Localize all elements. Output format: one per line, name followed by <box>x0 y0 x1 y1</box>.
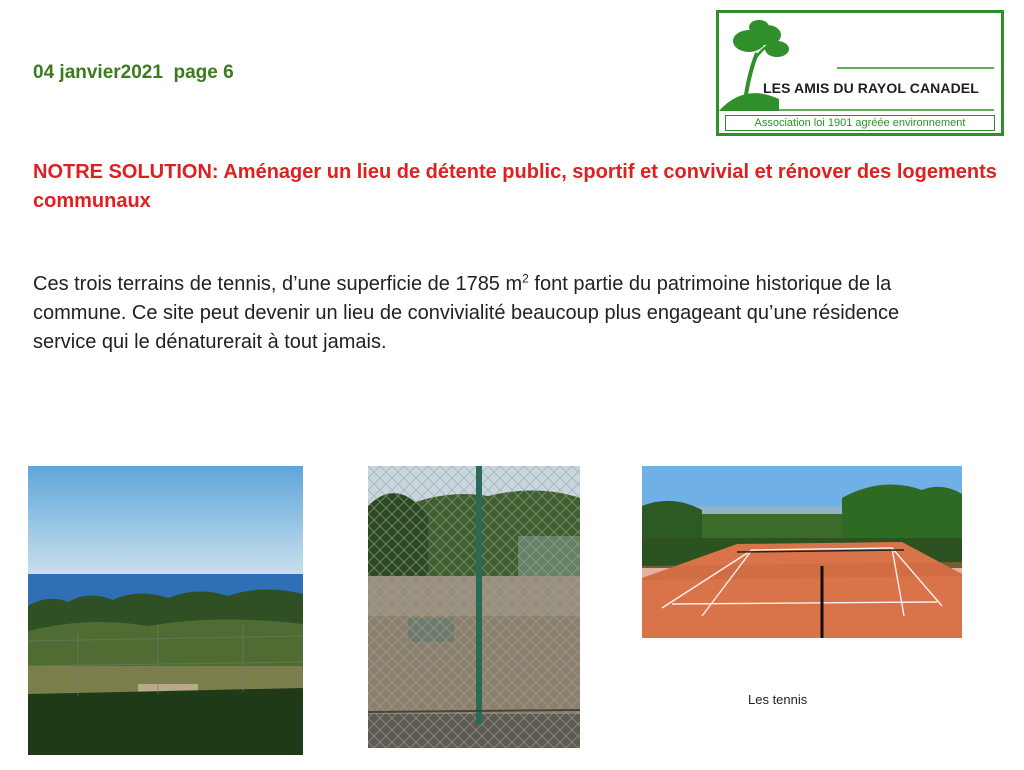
association-logo <box>716 10 1004 136</box>
body-paragraph <box>33 270 953 357</box>
square-meter-superscript: 2 <box>522 271 529 286</box>
photo-clay-court <box>642 466 962 638</box>
body-text-part-2: font partie du patrimoine historique de la commune. Ce site peut devenir un lieu de convivialité beaucoup plus engageant qu’une résidence service qui le dénaturerait à tout jamais. <box>33 273 900 353</box>
logo-tagline: Association loi 1901 agréée environnement <box>725 115 995 131</box>
body-text-part-1: Ces trois terrains de tennis, d’une superficie de 1785 m <box>33 273 523 295</box>
date-page-header: 04 janvier2021 page 6 <box>33 62 234 83</box>
photos-caption: Les tennis <box>748 692 808 707</box>
logo-name: LES AMIS DU RAYOL CANADEL <box>763 80 979 96</box>
photo-abandoned-court <box>368 466 580 748</box>
solution-headline: NOTRE SOLUTION: Aménager un lieu de détente public, sportif et convivial et rénover des logements communaux <box>33 161 997 212</box>
photo-sea-view <box>28 466 303 755</box>
